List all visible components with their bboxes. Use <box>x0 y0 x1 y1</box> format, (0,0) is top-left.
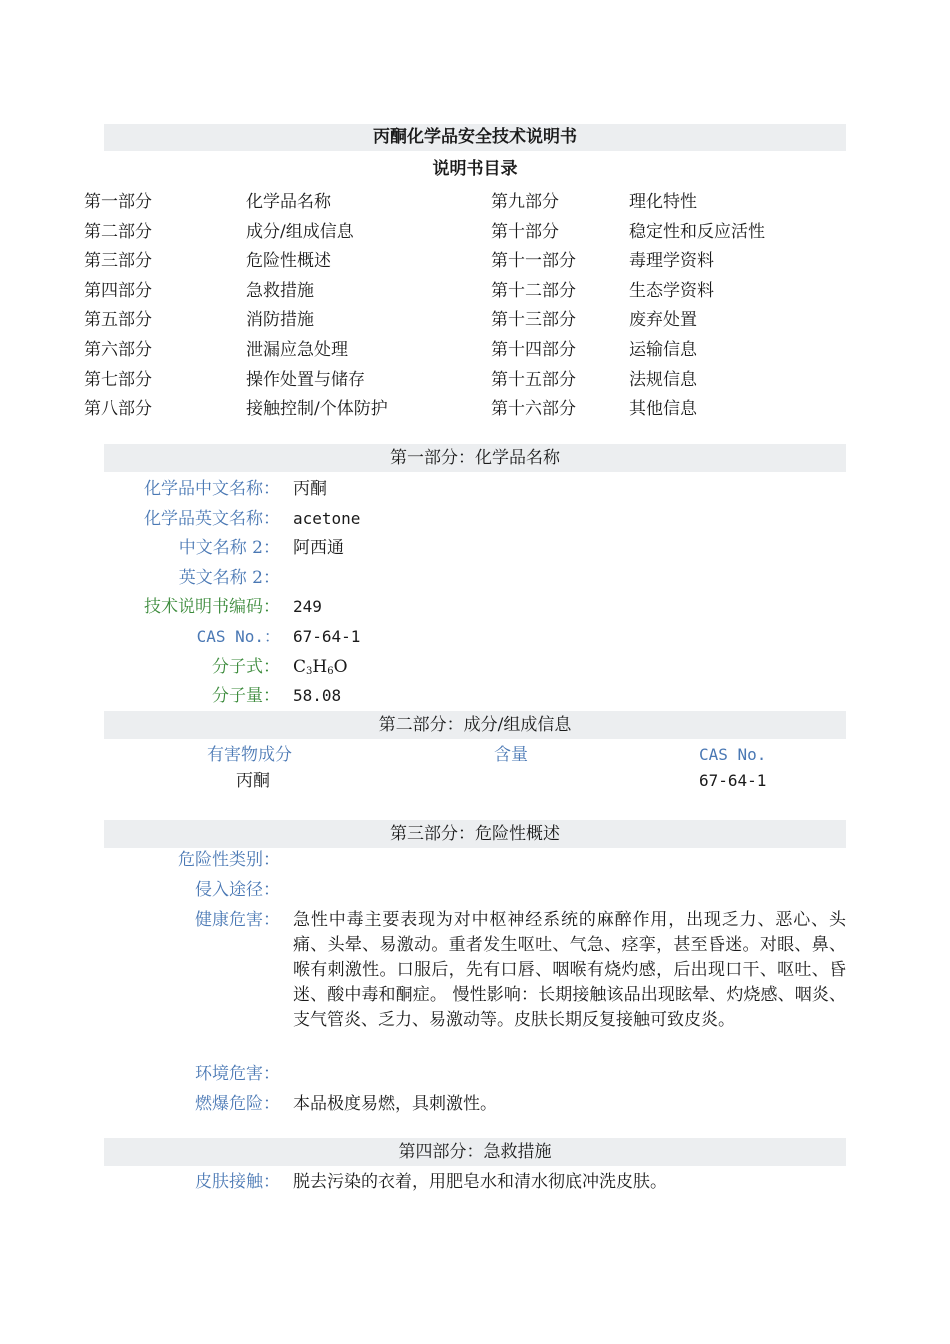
field-label: 皮肤接触： <box>195 1172 280 1192</box>
field-label: 化学品中文名称： <box>144 479 280 499</box>
field-value: 249 <box>293 597 322 617</box>
toc-row <box>0 335 950 365</box>
field-label: 化学品英文名称： <box>144 508 280 529</box>
toc-part-name[interactable]: 急救措施 <box>246 280 314 301</box>
field-environment-hazard <box>0 1059 950 1089</box>
toc-part-name[interactable]: 成分/组成信息 <box>246 221 354 242</box>
toc-part[interactable]: 第十二部分 <box>491 280 576 301</box>
field-label: 环境危害： <box>195 1064 280 1084</box>
toc-part[interactable]: 第十部分 <box>491 221 559 242</box>
toc-part[interactable]: 第七部分 <box>84 369 152 390</box>
field-value: 67-64-1 <box>293 627 361 646</box>
toc-part-name[interactable]: 法规信息 <box>629 369 697 390</box>
field-chinese-name-2 <box>0 533 950 563</box>
field-molecular-formula <box>0 652 950 682</box>
toc-row <box>0 217 950 247</box>
field-value: 阿西通 <box>293 538 344 559</box>
document-title: 丙酮化学品安全技术说明书 <box>373 127 577 147</box>
field-label: 危险性类别： <box>178 850 280 870</box>
toc-part[interactable]: 第十一部分 <box>491 251 576 272</box>
toc-row <box>0 246 950 276</box>
toc-part[interactable]: 第四部分 <box>84 280 152 301</box>
field-exposure-route <box>0 875 950 905</box>
field-label: 中文名称 2： <box>178 538 280 559</box>
field-value: 本品极度易燃，具刺激性。 <box>293 1094 497 1114</box>
field-label: CAS No.： <box>196 627 280 646</box>
field-chinese-name <box>0 474 950 504</box>
toc-part[interactable]: 第六部分 <box>84 340 152 360</box>
column-header-component: 有害物成分 <box>207 745 292 765</box>
field-fire-explosion-hazard <box>0 1089 950 1119</box>
toc-part[interactable]: 第十四部分 <box>491 340 576 360</box>
toc-part-name[interactable]: 危险性概述 <box>246 251 331 272</box>
toc-row <box>0 365 950 395</box>
field-english-name-2 <box>0 563 950 593</box>
toc-part-name[interactable]: 化学品名称 <box>246 192 331 212</box>
toc-part-name[interactable]: 稳定性和反应活性 <box>629 221 765 242</box>
field-english-name <box>0 504 950 534</box>
toc-row <box>0 305 950 335</box>
toc-part-name[interactable]: 生态学资料 <box>629 280 714 301</box>
section-4-header: 第四部分：急救措施 <box>104 1138 846 1166</box>
toc-part-name[interactable]: 泄漏应急处理 <box>246 340 348 360</box>
toc-part-name[interactable]: 接触控制/个体防护 <box>246 399 388 420</box>
field-value: 脱去污染的衣着，用肥皂水和清水彻底冲洗皮肤。 <box>293 1172 667 1192</box>
field-skin-contact <box>0 1167 950 1197</box>
toc-part[interactable]: 第九部分 <box>491 192 559 212</box>
toc-part[interactable]: 第十六部分 <box>491 399 576 420</box>
column-header-cas: CAS No. <box>699 745 767 764</box>
section-2-header: 第二部分：成分/组成信息 <box>104 711 846 739</box>
field-msds-code <box>0 592 950 622</box>
toc-part-name[interactable]: 操作处置与储存 <box>246 369 365 390</box>
toc-part[interactable]: 第十五部分 <box>491 369 576 390</box>
field-label: 英文名称 2： <box>178 567 280 588</box>
toc-part-name[interactable]: 运输信息 <box>629 340 697 360</box>
toc-part-name[interactable]: 废弃处置 <box>629 310 697 331</box>
table-cell-component: 丙酮 <box>236 771 270 791</box>
section-1-header: 第一部分：化学品名称 <box>104 444 846 472</box>
toc-part[interactable]: 第三部分 <box>84 251 152 272</box>
column-header-content: 含量 <box>494 745 528 765</box>
toc-part[interactable]: 第一部分 <box>84 192 152 212</box>
health-hazard-text: 急性中毒主要表现为对中枢神经系统的麻醉作用，出现乏力、恶心、头痛、头晕、易激动。重者发生呕吐、气急、痉挛，甚至昏迷。对眼、鼻、喉有刺激性。口服后，先有口唇、咽喉有烧灼感，后出现口干、呕吐、昏迷、酸中毒和酮症。 慢性影响：长期接触该品出现眩晕、灼烧感、咽炎、支气管炎、乏力、易激动等。皮肤长期反复接触可致皮炎。 <box>293 910 846 1030</box>
toc-row <box>0 394 950 424</box>
table-cell-cas: 67-64-1 <box>699 771 767 790</box>
field-label: 技术说明书编码： <box>144 597 280 618</box>
toc-part-name[interactable]: 毒理学资料 <box>629 251 714 272</box>
toc-part-name[interactable]: 其他信息 <box>629 399 697 420</box>
field-value: 丙酮 <box>293 479 327 499</box>
field-label: 侵入途径： <box>195 880 280 900</box>
toc-title: 说明书目录 <box>432 159 518 179</box>
field-value: acetone <box>293 508 361 528</box>
section-3-header: 第三部分：危险性概述 <box>104 820 846 848</box>
field-label: 分子式： <box>212 656 280 677</box>
field-label: 燃爆危险： <box>195 1094 280 1114</box>
field-label: 健康危害： <box>195 910 280 930</box>
toc-part-name[interactable]: 理化特性 <box>629 192 697 212</box>
molecular-formula: $C_3H_6O$ <box>293 656 348 677</box>
field-value: 58.08 <box>293 686 342 706</box>
field-label: 分子量： <box>212 686 280 707</box>
toc-part[interactable]: 第八部分 <box>84 399 152 420</box>
toc-row <box>0 187 950 217</box>
toc-part[interactable]: 第五部分 <box>84 310 152 331</box>
toc-part-name[interactable]: 消防措施 <box>246 310 314 331</box>
field-hazard-category <box>0 845 950 875</box>
toc-part[interactable]: 第十三部分 <box>491 310 576 331</box>
field-molecular-weight <box>0 681 950 711</box>
field-cas-no <box>0 622 950 652</box>
toc-part[interactable]: 第二部分 <box>84 221 152 242</box>
toc-row <box>0 276 950 306</box>
